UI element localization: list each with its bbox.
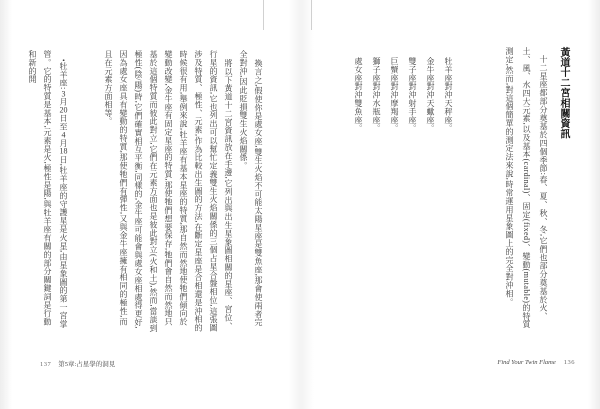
- book-title: Find Your Twin Flame: [497, 359, 556, 366]
- bullet-text: 日,牡羊座的守護星是火星,由星象圖的第一宮掌管。它的特質是基本,元素是火,極性是陽,與牡羊座有關的部分關鍵詞是行動和新的開: [28, 50, 68, 329]
- list-item: 雙子座對沖射手座。: [408, 57, 417, 133]
- list-item: 巨蟹座對沖摩羯座。: [390, 57, 399, 133]
- page-title: 黃道十二宮相關資訊: [558, 47, 569, 139]
- chapter-title: 第5章:占星學的洞見: [58, 361, 116, 368]
- paragraph: 換言之,假使你是處女座,雙生火焰不可能太陽星座是雙魚座,那會使兩者完全對沖,因此貶損雙生火焰關係。: [239, 50, 263, 327]
- intro-paragraph: 十二星座都部分奠基於四個季節:春、夏、秋、冬,它們也部分奠基於火、土、風、水四大元素,以及基本(cardinal)、固定(fixed)、變動(mutable)的特質測定,然而,對這個簡單的測定法來說,時常運用星象圖上的完全對沖相。: [505, 47, 548, 329]
- right-page-body: [349, 47, 575, 336]
- date-number: 18: [59, 147, 68, 156]
- list-item: 處女座對沖雙魚座。: [354, 57, 363, 133]
- bullet-item: [25, 50, 71, 334]
- list-item: 金牛座對沖天蠍座。: [426, 57, 435, 133]
- list-item: 獅子座對沖水瓶座。: [372, 57, 381, 133]
- footer-left: [40, 359, 115, 368]
- bullet-text: 日至: [59, 114, 68, 131]
- footer-right: [497, 359, 575, 366]
- page-number-right: 136: [563, 359, 575, 366]
- date-number: 3: [61, 89, 66, 98]
- page-number-left: 137: [40, 361, 52, 368]
- date-number: 20: [59, 106, 68, 115]
- bullet-text: 月: [59, 138, 68, 148]
- left-page-body: [30, 50, 266, 334]
- opposition-list: [349, 47, 457, 336]
- right-page: [310, 0, 590, 409]
- bullet-text: 牡羊座:: [59, 61, 68, 90]
- date-number: 4: [61, 130, 66, 139]
- bullet-text: 月: [59, 97, 68, 107]
- left-page: [10, 0, 290, 409]
- paragraph: 將以下黃道十二宮資訊放在手邊,它列出與出生星象圖相關的星座、宮位、行星的資訊,它也列出可以幫忙定義雙生火焰關係的三個占星合盤相位,這張圖涉及特質、極性、元素,作為比較出生圖的方法,在斷定星座是合相還是沖相的時候很有用,舉例來說,牡羊座有基本星座的特質,那自然而然地使牠們傾向於變動改變,金牛座有固定星座的特質,那使牠們想要保存,牠們會自然而然地只基於這個特質而彼此對立,它們在元素方面也是彼此對立(火和土),然而,當談到極性(陰/陽)時,它們確實相互平衡,同樣的,金牛座可能會與處女座相處得更好,因為處女座具有變動的特質,那使牠們有彈性,又與金牛座擁有相同的極性,而且在元素方面相等。: [104, 50, 233, 333]
- bullet-marker: •: [59, 59, 67, 62]
- list-item: 牡羊座對沖天秤座。: [444, 57, 453, 133]
